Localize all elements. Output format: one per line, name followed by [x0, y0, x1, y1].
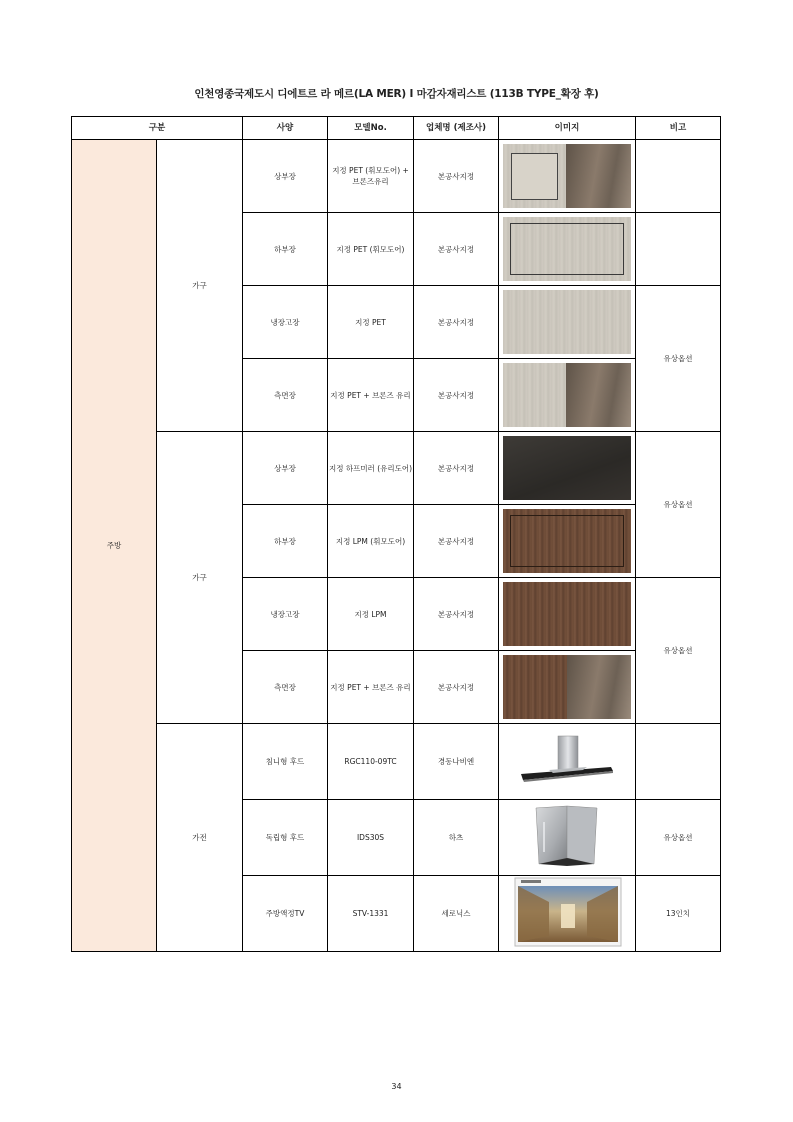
header-category: 구분 — [72, 117, 243, 140]
header-model: 모델No. — [328, 117, 414, 140]
image-cell — [499, 286, 636, 359]
model-cell: 지정 PET + 브론즈 유리 — [328, 651, 414, 724]
table-row — [72, 724, 721, 800]
image-cell — [499, 213, 636, 286]
spec-cell: 주방액정TV — [243, 876, 328, 952]
maker-cell: 본공사지정 — [414, 651, 499, 724]
model-cell: 지정 PET — [328, 286, 414, 359]
model-cell: 지정 LPM (휘모도어) — [328, 505, 414, 578]
table-header-row — [72, 117, 721, 140]
image-cell — [499, 432, 636, 505]
maker-cell: 본공사지정 — [414, 359, 499, 432]
category-kitchen: 주방 — [72, 140, 157, 952]
maker-cell: 세로닉스 — [414, 876, 499, 952]
maker-cell: 본공사지정 — [414, 578, 499, 651]
table-row — [72, 432, 721, 505]
note-cell: 유상옵션 — [636, 578, 721, 724]
maker-cell: 본공사지정 — [414, 140, 499, 213]
maker-cell: 경동나비엔 — [414, 724, 499, 800]
note-cell — [636, 140, 721, 213]
island-hood-image — [499, 800, 635, 872]
image-cell — [499, 578, 636, 651]
table-row — [72, 140, 721, 213]
model-cell: 지정 PET (휘모도어) — [328, 213, 414, 286]
page-number: 34 — [391, 1082, 402, 1091]
image-cell — [499, 359, 636, 432]
note-cell: 유상옵션 — [636, 432, 721, 578]
note-cell: 유상옵션 — [636, 286, 721, 432]
model-cell: IDS30S — [328, 800, 414, 876]
group-label: 가전 — [157, 724, 243, 952]
finish-materials-table — [71, 116, 721, 952]
maker-cell: 하츠 — [414, 800, 499, 876]
spec-cell: 냉장고장 — [243, 578, 328, 651]
kitchen-tv-image — [499, 876, 635, 948]
maker-cell: 본공사지정 — [414, 505, 499, 578]
model-cell: 지정 PET (휘모도어) + 브론즈유리 — [328, 140, 414, 213]
header-note: 비고 — [636, 117, 721, 140]
image-cell — [499, 876, 636, 952]
spec-cell: 침니형 후드 — [243, 724, 328, 800]
header-maker: 업체명 (제조사) — [414, 117, 499, 140]
group-label: 가구 — [157, 140, 243, 432]
model-cell: 지정 하프미러 (유리도어) — [328, 432, 414, 505]
spec-cell: 상부장 — [243, 140, 328, 213]
image-cell — [499, 505, 636, 578]
image-cell — [499, 724, 636, 800]
image-cell — [499, 651, 636, 724]
spec-cell: 하부장 — [243, 213, 328, 286]
note-cell: 유상옵션 — [636, 800, 721, 876]
note-cell — [636, 724, 721, 800]
document-title: 인천영종국제도시 디에트르 라 메르(LA MER) I 마감자재리스트 (113B TYPE_확장 후) — [194, 88, 599, 100]
maker-cell: 본공사지정 — [414, 286, 499, 359]
image-cell — [499, 140, 636, 213]
spec-cell: 측면장 — [243, 359, 328, 432]
note-cell — [636, 213, 721, 286]
group-label: 가구 — [157, 432, 243, 724]
model-cell: STV-1331 — [328, 876, 414, 952]
spec-cell: 독립형 후드 — [243, 800, 328, 876]
spec-cell: 측면장 — [243, 651, 328, 724]
image-cell — [499, 800, 636, 876]
model-cell: 지정 LPM — [328, 578, 414, 651]
model-cell: 지정 PET + 브론즈 유리 — [328, 359, 414, 432]
header-spec: 사양 — [243, 117, 328, 140]
model-cell: RGC110-09TC — [328, 724, 414, 800]
maker-cell: 본공사지정 — [414, 432, 499, 505]
maker-cell: 본공사지정 — [414, 213, 499, 286]
spec-cell: 하부장 — [243, 505, 328, 578]
chimney-hood-image — [499, 724, 635, 796]
header-image: 이미지 — [499, 117, 636, 140]
spec-cell: 상부장 — [243, 432, 328, 505]
spec-cell: 냉장고장 — [243, 286, 328, 359]
note-cell: 13인치 — [636, 876, 721, 952]
